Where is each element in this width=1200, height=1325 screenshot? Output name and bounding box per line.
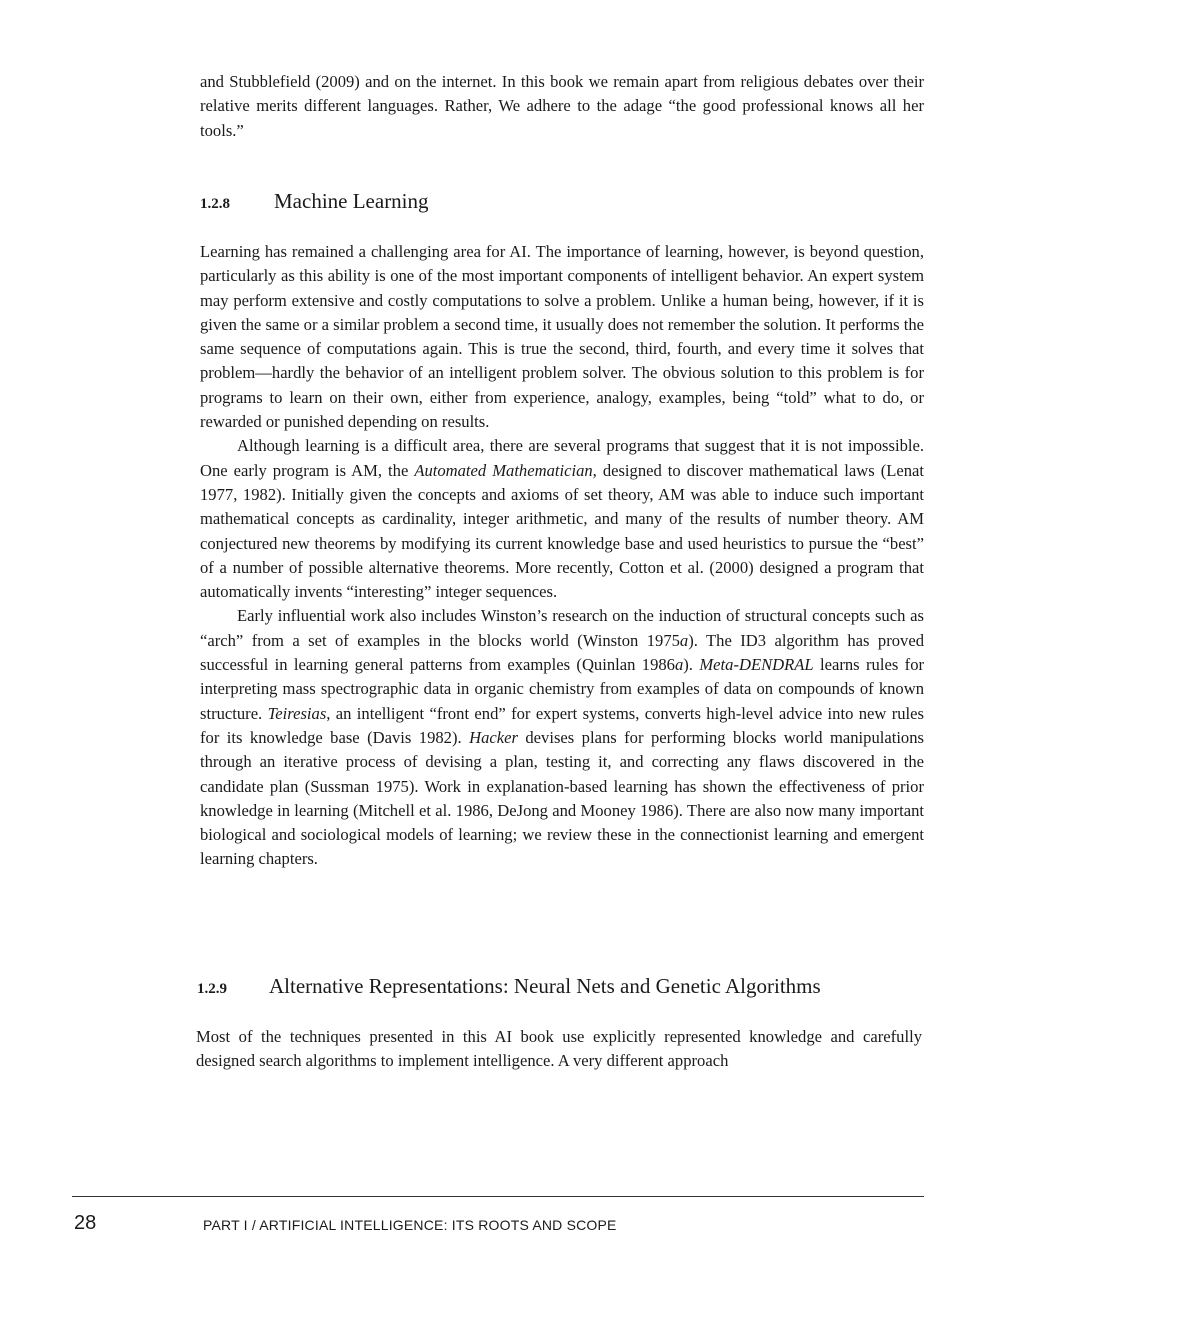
- ml-p3-text-c: ).: [683, 655, 700, 675]
- machine-learning-body: [200, 240, 924, 872]
- section-heading-1-2-8: [200, 189, 429, 214]
- ml-p2-text-b: , designed to discover mathematical laws (Lenat 1977, 1982). Initially given the concepts and axioms of set theory, AM was able to induce such important mathematical concepts as cardinality, integer arithmetic, and many of the results of number theory. AM conjectured new theorems by modifying its current knowledge base and used heuristics to pursue the “best” of a number of possible alternative theorems. More recently, Cotton et al. (2000) designed a program that automatically invents “interesting” integer sequences.: [200, 460, 924, 602]
- footer-divider: [72, 1196, 924, 1197]
- citation-suffix: a: [674, 655, 684, 675]
- citation-suffix: a: [679, 630, 689, 650]
- section-title: Machine Learning: [274, 189, 429, 213]
- ml-p3-text-a: Early influential work also includes Winston’s research on the induction of structural concepts such as “arch” from a set of examples in the blocks world (Winston 1975: [200, 606, 924, 650]
- section-number: 1.2.8: [200, 196, 230, 212]
- section-number: 1.2.9: [197, 981, 227, 997]
- ml-paragraph-1: Learning has remained a challenging area for AI. The importance of learning, however, is beyond question, particularly as this ability is one of the most important components of intelligent behavior. An expert system may perform extensive and costly computations to solve a problem. Unlike a human being, however, if it is given the same or a similar problem a second time, it usually does not remember the solution. It performs the same sequence of computations again. This is true the second, third, fourth, and every time it solves that problem—hardly the behavior of an intelligent problem solver. The obvious solution to this problem is for programs to learn on their own, either from experience, analogy, examples, being “told” what to do, or rewarded or punished depending on results.: [200, 242, 924, 432]
- ml-p3-text-e: , an intelligent “front end” for expert systems, converts high-level advice into new rules for its knowledge base (Davis 1982).: [200, 703, 924, 747]
- page-number: 28: [74, 1212, 97, 1234]
- alternative-representations-body: [196, 1025, 922, 1074]
- alt-paragraph-1: Most of the techniques presented in this AI book use explicitly represented knowledge and carefully designed search algorithms to implement intelligence. A very different approach: [196, 1027, 922, 1071]
- ml-paragraph-2: [200, 434, 924, 604]
- meta-dendral-title: Meta-DENDRAL: [699, 655, 814, 675]
- section-title: Alternative Representations: Neural Nets and Genetic Algorithms: [269, 974, 821, 998]
- section-heading-1-2-9: [197, 974, 821, 999]
- automated-mathematician-title: Automated Mathematician: [414, 460, 593, 480]
- teiresias-title: Teiresias: [267, 703, 327, 723]
- ml-paragraph-3: [200, 604, 924, 871]
- ml-p3-text-d: learns rules for interpreting mass spectrographic data in organic chemistry from examples of data on compounds of known structure.: [200, 655, 925, 723]
- hacker-title: Hacker: [469, 727, 518, 747]
- running-footer-title: PART I / ARTIFICIAL INTELLIGENCE: ITS ROOTS AND SCOPE: [203, 1217, 617, 1233]
- ml-p3-text-b: ). The ID3 algorithm has proved successful in learning general patterns from examples (Quinlan 1986: [200, 630, 924, 675]
- intro-paragraph: and Stubblefield (2009) and on the internet. In this book we remain apart from religious debates over their relative merits different languages. Rather, We adhere to the adage “the good professional knows all her tools.”: [200, 72, 924, 140]
- ml-p2-text-a: Although learning is a difficult area, there are several programs that suggest that it is not impossible. One early program is AM, the: [200, 436, 924, 480]
- ml-p3-text-f: devises plans for performing blocks world manipulations through an iterative process of devising a plan, testing it, and correcting any flaws discovered in the candidate plan (Sussman 1975). Work in explanation-based learning has shown the effectiveness of prior knowledge in learning (Mitchell et al. 1986, DeJong and Mooney 1986). There are also now many important biological and sociological models of learning; we review these in the connectionist learning and emergent learning chapters.: [200, 727, 924, 869]
- intro-paragraph-block: [200, 70, 924, 143]
